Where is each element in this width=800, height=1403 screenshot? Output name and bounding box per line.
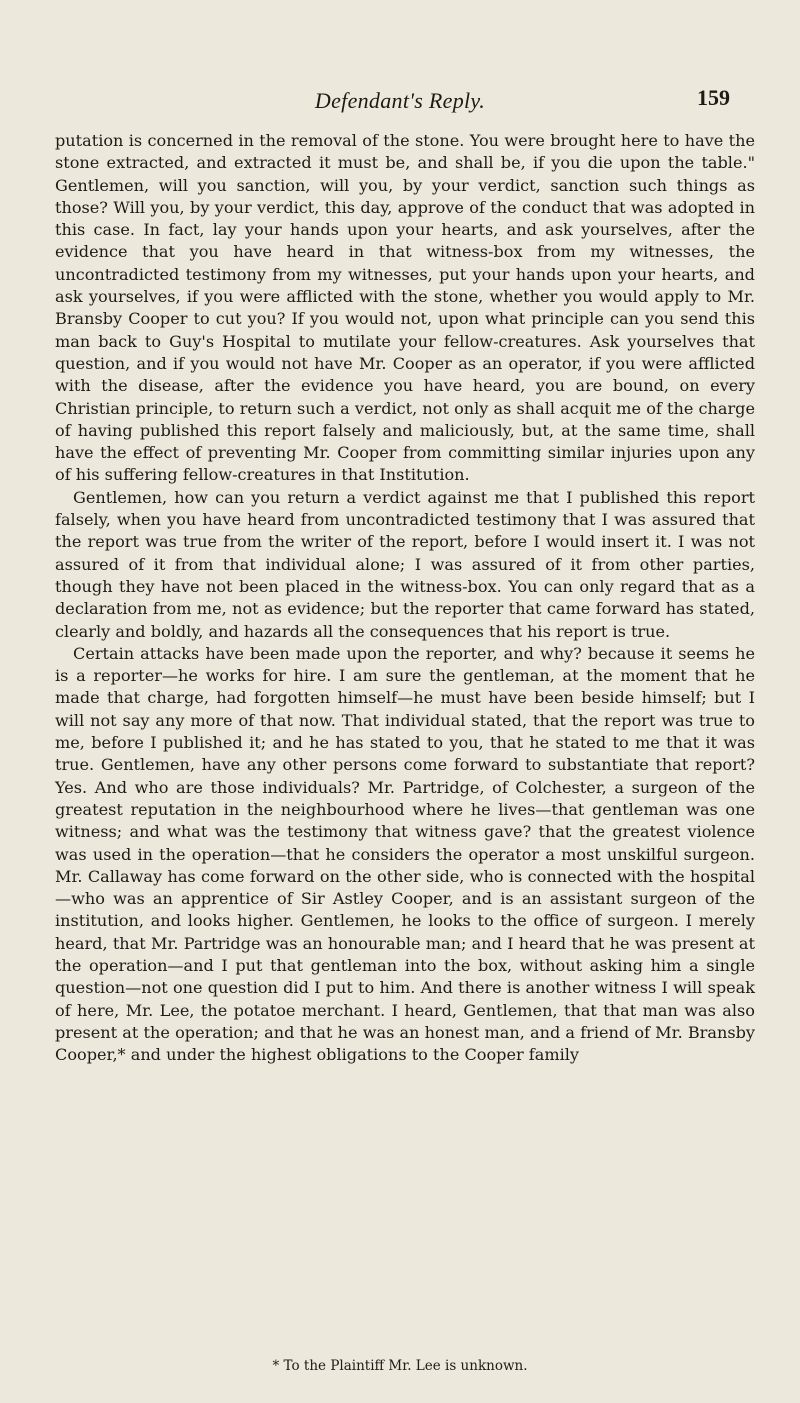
page-header	[0, 85, 800, 118]
footnote: * To the Plaintiff Mr. Lee is unknown.	[272, 1358, 528, 1374]
paragraph-2: Gentlemen, how can you return a verdict against me that I published this report falsely, when you have heard from uncontradicted testimony that I was assured that the report was true from the writer of the report, before I would insert it. I was not assured of it from that individual alone; I was assured of it from other parties, though they have not been placed in the witness-box. You can only regard that as a declaration from me, not as evidence; but the reporter that came forward has stated, clearly and boldly, and hazards all the consequences that his report is true.	[55, 487, 755, 641]
paragraph-1: putation is concerned in the removal of the stone. You were brought here to have the stone extracted, and extracted it must be, and shall be, if you die upon the table." Gentlemen, will you sanction, will you, by your verdict, sanction such things as those? Will you, by your verdict, this day, approve of the conduct that was adopted in this case. In fact, lay your hands upon your hearts, and ask yourselves, after the evidence that you have heard in that witness-box from my witnesses, the uncontradicted testimony from my witnesses, put your hands upon your hearts, and ask yourselves, if you were afflicted with the stone, whether you would apply to Mr. Bransby Cooper to cut you? If you would not, upon what principle can you send this man back to Guy's Hospital to mutilate your fellow-creatures. Ask yourselves that question, and if you would not have Mr. Cooper as an operator, if you were afflicted with the disease, after the evidence you have heard, you are bound, on every Christian principle, to return such a verdict, not only as shall acquit me of the charge of having published this report falsely and maliciously, but, at the same time, shall have the effect of preventing Mr. Cooper from committing similar injuries upon any of his suffering fellow-creatures in that Institution.	[55, 131, 755, 485]
running-title: Defendant's Reply.	[314, 88, 486, 113]
paragraph-3: Certain attacks have been made upon the reporter, and why? because it seems he is a reporter—he works for hire. I am sure the gentleman, at the moment that he made that charge, had forgotten himself—he must have been beside himself; but I will not say any more of that now. That individual stated, that the report was true to me, before I published it; and he has stated to you, that he stated to me that it was true. Gentlemen, have any other persons come forward to substantiate that report? Yes. And who are those individuals? Mr. Partridge, of Colchester, a surgeon of the greatest reputation in the neighbourhood where he lives—that gentleman was one witness; and what was the testimony that witness gave? that the greatest violence was used in the operation—that he considers the operator a most unskilful surgeon. Mr. Callaway has come forward on the other side, who is connected with the hospital—who was an apprentice of Sir Astley Cooper, and is an assistant surgeon of the institution, and looks higher. Gentlemen, he looks to the office of surgeon. I merely heard, that Mr. Partridge was an honourable man; and I heard that he was present at the operation—and I put that gentleman into the box, without asking him a single question—not one question did I put to him. And there is another witness I will speak of here, Mr. Lee, the potatoe merchant. I heard, Gentlemen, that that man was also present at the operation; and that he was an honest man, and a friend of Mr. Bransby Cooper,* and under the highest obligations to the Cooper family	[55, 643, 755, 1065]
page-number: 159	[697, 85, 730, 110]
body-text	[55, 130, 755, 1066]
